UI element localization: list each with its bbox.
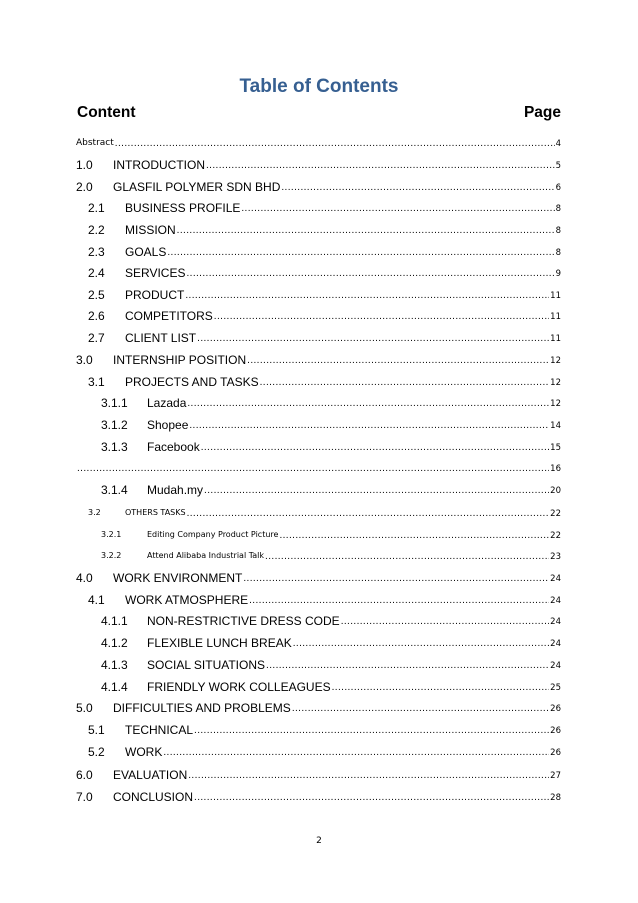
page-title: Table of Contents	[239, 76, 399, 97]
toc-dot-leader	[293, 638, 549, 650]
toc-entry-number: 2.6	[88, 309, 105, 323]
toc-entry-page: 11	[550, 312, 561, 322]
page-number: 2	[316, 836, 322, 846]
toc-entry-number: 4.1.1	[101, 614, 128, 628]
toc-entry-label: WORK ENVIRONMENT	[113, 571, 243, 585]
toc-entry-label: Lazada	[147, 396, 187, 410]
toc-entry[interactable]	[76, 180, 561, 194]
toc-entry-label: Facebook	[147, 440, 200, 454]
toc-dot-leader	[177, 225, 555, 237]
toc-entry-label: Editing Company Product Picture	[147, 530, 279, 539]
toc-entry[interactable]	[88, 593, 561, 607]
toc-entry-number: 2.1	[88, 201, 105, 215]
toc-entry-page: 24	[550, 639, 561, 649]
toc-entry-page: 24	[550, 596, 561, 606]
toc-entry-page: 23	[550, 552, 561, 562]
toc-entry-label: WORK	[125, 745, 163, 759]
toc-entry-number: 3.1.2	[101, 418, 128, 432]
toc-dot-leader	[194, 792, 549, 804]
toc-entry-number: 7.0	[76, 790, 93, 804]
toc-entry[interactable]	[88, 223, 561, 237]
toc-entry-number: 5.0	[76, 701, 93, 715]
toc-entry[interactable]	[88, 201, 561, 215]
toc-dot-leader	[201, 442, 549, 454]
toc-entry[interactable]	[76, 158, 561, 172]
toc-entry-page: 26	[550, 748, 561, 758]
toc-dot-leader	[292, 703, 549, 715]
toc-dot-leader	[188, 770, 549, 782]
toc-dot-leader	[247, 355, 549, 367]
toc-entry[interactable]	[101, 483, 561, 497]
toc-dot-leader	[77, 463, 549, 475]
toc-entry[interactable]	[101, 680, 561, 694]
toc-entry-number: 3.2	[88, 508, 101, 517]
toc-entry-page: 28	[550, 793, 561, 803]
toc-entry-label: OTHERS TASKS	[125, 508, 186, 517]
toc-dot-leader	[186, 268, 554, 280]
toc-entry-page: 8	[555, 226, 561, 236]
toc-dot-leader	[185, 290, 549, 302]
toc-entry-number: 4.0	[76, 571, 93, 585]
toc-dot-leader	[266, 660, 549, 672]
toc-entry-page: 24	[550, 617, 561, 627]
toc-entry-label: GOALS	[125, 245, 167, 259]
toc-entry-number: 2.2	[88, 223, 105, 237]
toc-entry-number: 2.4	[88, 266, 105, 280]
toc-entry[interactable]	[101, 418, 561, 432]
toc-entry[interactable]	[101, 614, 561, 628]
toc-entry-number: 3.1.4	[101, 483, 128, 497]
toc-entry-page: 27	[550, 771, 561, 781]
toc-dot-leader	[214, 311, 549, 323]
toc-entry-number: 2.0	[76, 180, 93, 194]
toc-dot-leader	[341, 616, 549, 628]
toc-entry-number: 2.7	[88, 331, 105, 345]
toc-entry[interactable]	[76, 768, 561, 782]
toc-entry[interactable]	[88, 375, 561, 389]
toc-dot-leader	[279, 530, 549, 542]
toc-entry-page: 5	[555, 161, 561, 171]
toc-entry-number: 3.1.1	[101, 396, 128, 410]
toc-entry-page: 12	[550, 378, 561, 388]
toc-entry-number: 3.1	[88, 375, 105, 389]
toc-entry-page: 11	[550, 291, 561, 301]
toc-entry[interactable]	[88, 745, 561, 759]
toc-entry-number: 3.0	[76, 353, 93, 367]
toc-entry-label: Shopee	[147, 418, 189, 432]
toc-entry-label: FLEXIBLE LUNCH BREAK	[147, 636, 292, 650]
toc-dot-leader	[204, 485, 549, 497]
toc-dot-leader	[197, 333, 549, 345]
toc-entry[interactable]	[76, 353, 561, 367]
toc-entry[interactable]	[101, 658, 561, 672]
toc-dot-leader	[243, 573, 549, 585]
toc-entry[interactable]	[101, 528, 561, 542]
toc-entry-label: INTERNSHIP POSITION	[113, 353, 247, 367]
toc-entry-page: 14	[550, 421, 561, 431]
toc-dot-leader	[206, 160, 555, 172]
toc-dot-leader	[281, 182, 554, 194]
toc-entry-number: 4.1.2	[101, 636, 128, 650]
toc-entry-number: 3.2.2	[101, 551, 122, 560]
toc-entry-label: DIFFICULTIES AND PROBLEMS	[113, 701, 291, 715]
toc-entry-label: SOCIAL SITUATIONS	[147, 658, 266, 672]
toc-entry-page: 26	[550, 726, 561, 736]
toc-entry-number: 4.1	[88, 593, 105, 607]
toc-entry-label: COMPETITORS	[125, 309, 213, 323]
toc-entry-number: 3.1.3	[101, 440, 128, 454]
toc-entry[interactable]	[88, 723, 561, 737]
toc-entry-page: 24	[550, 574, 561, 584]
toc-entry-number: 3.2.1	[101, 530, 122, 539]
toc-entry-page: 9	[555, 269, 561, 279]
toc-entry-page: 25	[550, 683, 561, 693]
toc-dot-leader	[115, 138, 555, 150]
toc-dot-leader	[163, 747, 549, 759]
toc-entry[interactable]	[88, 245, 561, 259]
toc-entry[interactable]	[76, 461, 561, 475]
toc-entry[interactable]	[101, 549, 561, 563]
toc-entry[interactable]	[76, 136, 561, 150]
toc-dot-leader	[260, 377, 550, 389]
toc-entry-label: EVALUATION	[113, 768, 188, 782]
toc-dot-leader	[194, 725, 549, 737]
toc-entry-page: 8	[555, 204, 561, 214]
toc-entry-number: 2.5	[88, 288, 105, 302]
toc-entry-page: 6	[555, 183, 561, 193]
toc-entry-label: FRIENDLY WORK COLLEAGUES	[147, 680, 331, 694]
toc-entry-number: 5.1	[88, 723, 105, 737]
toc-entry-number: 4.1.4	[101, 680, 128, 694]
toc-entry-label: PRODUCT	[125, 288, 185, 302]
toc-header-content: Content	[77, 104, 136, 121]
toc-entry-label: TECHNICAL	[125, 723, 194, 737]
toc-entry[interactable]	[101, 396, 561, 410]
toc-entry-label: Mudah.my	[147, 483, 204, 497]
toc-entry-page: 11	[550, 334, 561, 344]
toc-entry-page: 16	[550, 464, 561, 474]
toc-entry-label: CONCLUSION	[113, 790, 194, 804]
toc-header-page: Page	[523, 104, 561, 121]
toc-entry[interactable]	[88, 288, 561, 302]
toc-entry-number: 4.1.3	[101, 658, 128, 672]
toc-dot-leader	[249, 595, 549, 607]
toc-entry-label: GLASFIL POLYMER SDN BHD	[113, 180, 281, 194]
toc-entry[interactable]	[101, 636, 561, 650]
toc-entry[interactable]	[76, 790, 561, 804]
toc-entry[interactable]	[76, 701, 561, 715]
toc-entry-number: 5.2	[88, 745, 105, 759]
toc-entry-label: NON-RESTRICTIVE DRESS CODE	[147, 614, 340, 628]
toc-dot-leader	[187, 398, 549, 410]
toc-entry-page: 20	[550, 486, 561, 496]
toc-entry-page: 15	[550, 443, 561, 453]
toc-entry-label: MISSION	[125, 223, 176, 237]
toc-entry-page: 12	[550, 399, 561, 409]
toc-entry-label: BUSINESS PROFILE	[125, 201, 241, 215]
toc-dot-leader	[187, 508, 550, 520]
toc-entry-label: CLIENT LIST	[125, 331, 197, 345]
toc-entry-number: 1.0	[76, 158, 93, 172]
toc-dot-leader	[189, 420, 549, 432]
toc-dot-leader	[265, 551, 549, 563]
toc-entry[interactable]	[88, 506, 561, 520]
toc-entry[interactable]	[88, 309, 561, 323]
toc-entry-page: 12	[550, 356, 561, 366]
toc-entry-page: 8	[555, 248, 561, 258]
toc-dot-leader	[167, 247, 554, 259]
toc-entry-label: PROJECTS AND TASKS	[125, 375, 259, 389]
toc-dot-leader	[241, 203, 554, 215]
toc-entry-page: 22	[550, 509, 561, 519]
toc-entry-page: 24	[550, 661, 561, 671]
toc-entry-page: 4	[555, 139, 561, 149]
toc-entry-number: 6.0	[76, 768, 93, 782]
toc-entry-label: SERVICES	[125, 266, 186, 280]
toc-entry[interactable]	[88, 266, 561, 280]
toc-entry[interactable]	[101, 440, 561, 454]
toc-dot-leader	[332, 682, 550, 694]
toc-entry-number: 2.3	[88, 245, 105, 259]
toc-entry-label: Attend Alibaba Industrial Talk	[147, 551, 265, 560]
toc-entry-label: WORK ATMOSPHERE	[125, 593, 249, 607]
toc-entry[interactable]	[88, 331, 561, 345]
toc-entry-label: INTRODUCTION	[113, 158, 205, 172]
toc-entry-page: 26	[550, 704, 561, 714]
toc-entry-label: Abstract	[76, 138, 114, 148]
toc-entry[interactable]	[76, 571, 561, 585]
toc-entry-page: 22	[550, 531, 561, 541]
